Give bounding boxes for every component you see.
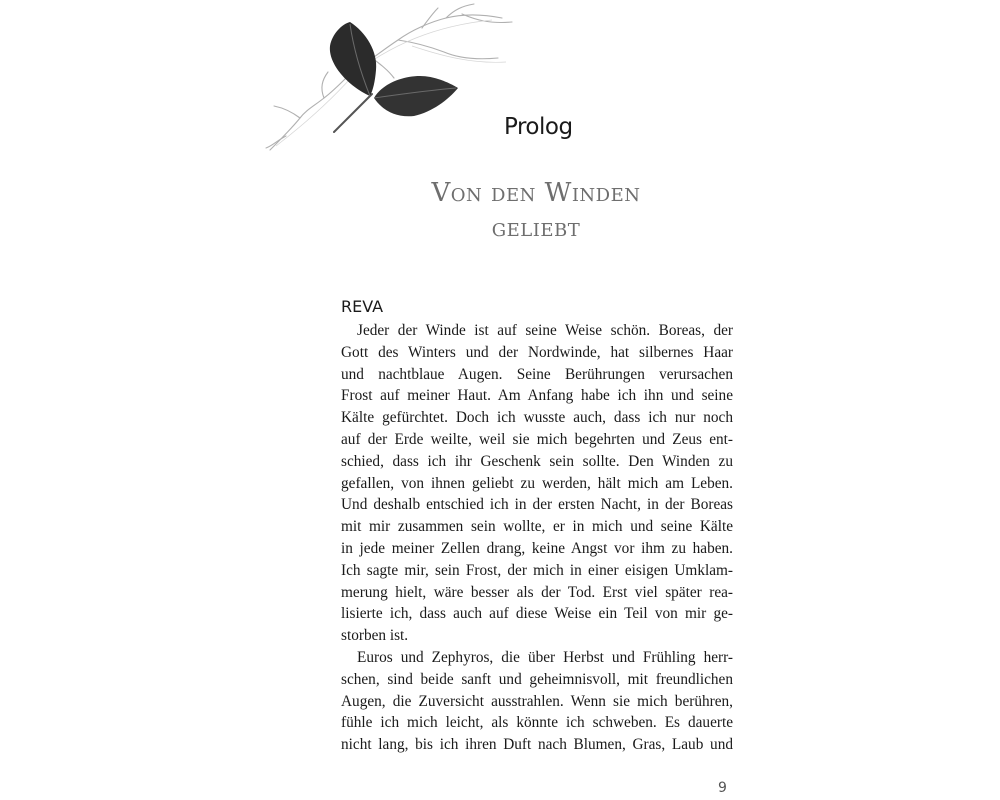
- chapter-title: [340, 176, 732, 246]
- text-line: fühle ich mich leicht, als könnte ich schweben. Es dauerte: [341, 714, 733, 732]
- text-line: nicht lang, bis ich ihren Duft nach Blumen, Gras, Laub und: [341, 736, 733, 754]
- text-line: Jeder der Winde ist auf seine Weise schön. Boreas, der: [357, 322, 733, 339]
- text-line: mit mir zusammen sein wollte, er in mich und seine Kälte: [341, 518, 733, 536]
- text-line: storben ist.: [341, 627, 409, 645]
- text-line: auf der Erde weilte, weil sie mich begehrten und Zeus ent-: [341, 430, 733, 448]
- text-line: Euros und Zephyros, die über Herbst und Frühling herr-: [357, 648, 733, 666]
- text-line: gefallen, von ihnen geliebt zu werden, hält mich am Leben.: [341, 474, 733, 492]
- page-number: 9: [718, 780, 727, 796]
- text-line: schen, sind beide sanft und geheimnisvoll, mit freundlichen: [341, 670, 733, 688]
- text-line: Ich sagte mir, sein Frost, der mich in einer eisigen Umklam-: [341, 561, 733, 579]
- text-line: merung hielt, wäre besser als der Tod. Erst viel später rea-: [341, 583, 733, 601]
- leaf-branch-icon: [262, 0, 524, 158]
- text-line: Augen, die Zuversicht ausstrahlen. Wenn sie mich berühren,: [341, 692, 733, 710]
- text-line: Kälte gefürchtet. Doch ich wusste auch, dass ich nur noch: [341, 409, 733, 427]
- chapter-label: Prolog: [504, 114, 573, 140]
- text-line: lisierte ich, dass auch auf diese Weise ein Teil von mir ge-: [341, 605, 733, 623]
- text-line: Frost auf meiner Haut. Am Anfang habe ich ihn und seine: [341, 387, 733, 405]
- text-line: in jede meiner Zellen drang, keine Angst vor ihm zu haben.: [341, 539, 733, 557]
- text-line: Und deshalb entschied ich in der ersten Nacht, in der Boreas: [341, 496, 733, 514]
- chapter-title-line: Von den Winden: [431, 178, 641, 208]
- paragraph: [341, 320, 733, 647]
- text-line: schied, dass ich ihr Geschenk sein sollte. Den Winden zu: [341, 452, 733, 470]
- narrator-heading: REVA: [341, 297, 384, 316]
- body-text: [341, 320, 733, 756]
- chapter-title-line: geliebt: [491, 213, 581, 243]
- paragraph: [341, 647, 733, 756]
- text-line: Gott des Winters und der Nordwinde, hat silbernes Haar: [341, 343, 733, 361]
- text-line: und nachtblaue Augen. Seine Berührungen verursachen: [341, 365, 733, 383]
